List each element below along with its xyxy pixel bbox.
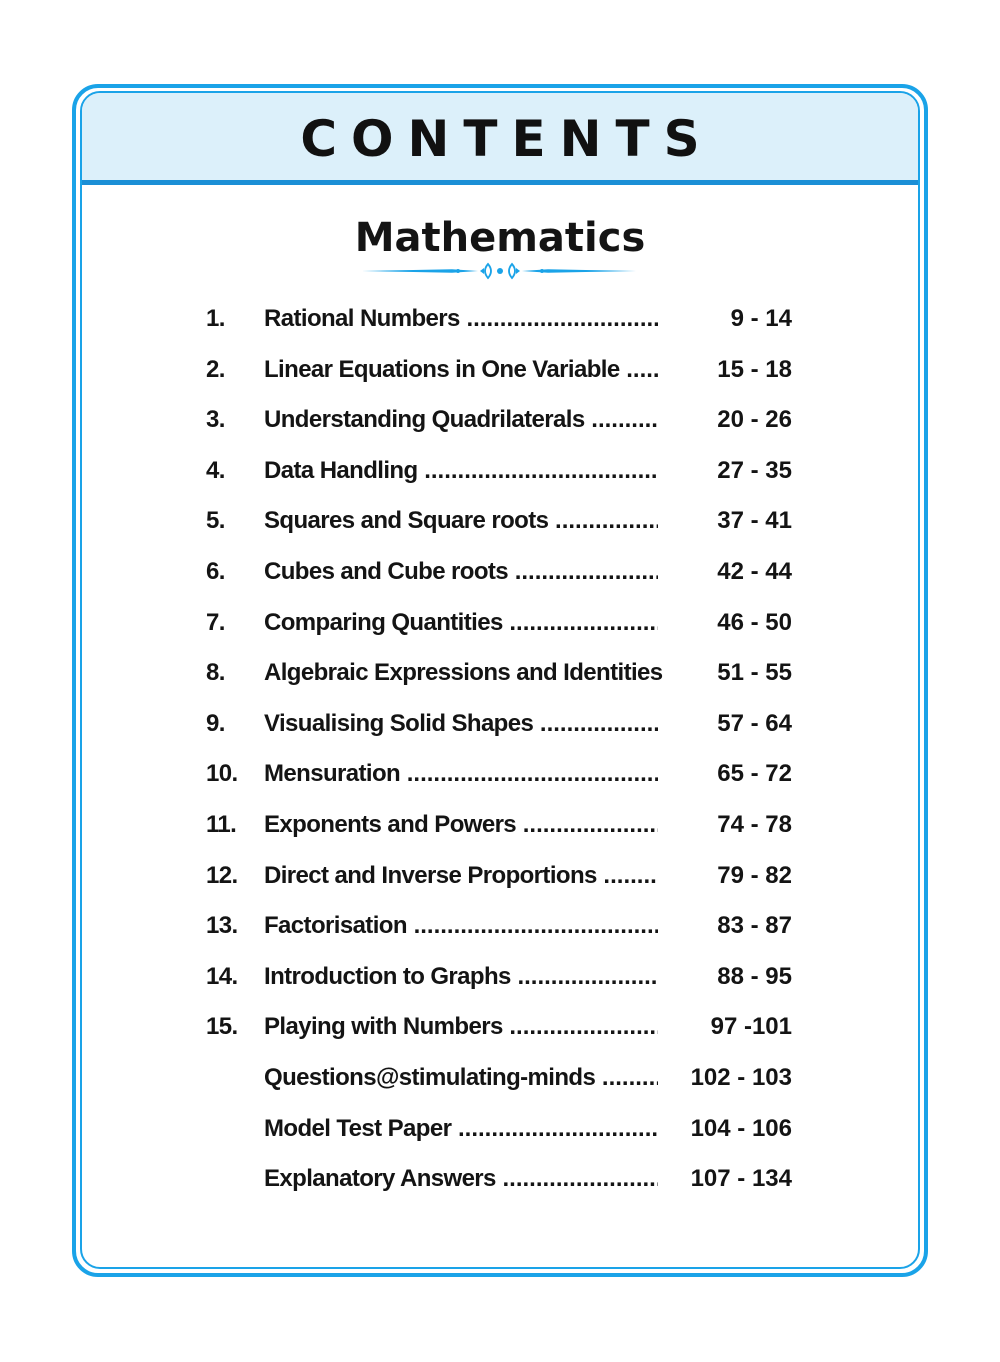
- toc-entry-title: Explanatory Answers .....: [264, 1157, 658, 1201]
- toc-entry-4[interactable]: [206, 449, 806, 500]
- toc-entry-title: Exponents and Powers .....: [264, 803, 658, 847]
- toc-entry-pages: 102 - 103: [690, 1063, 792, 1091]
- toc-entry-title: Cubes and Cube roots .....: [264, 550, 658, 594]
- toc-entry-title: Questions@stimulating-minds .....: [264, 1056, 658, 1100]
- toc-entry-title: Data Handling .....: [264, 449, 658, 493]
- toc-entry-number: 2.: [206, 355, 225, 383]
- toc-entry-12[interactable]: [206, 854, 806, 905]
- toc-entry-pages: 88 - 95: [717, 962, 792, 990]
- toc-entry-3[interactable]: [206, 398, 806, 449]
- toc-entry-questions[interactable]: [206, 1056, 806, 1107]
- toc-entry-pages: 107 - 134: [690, 1165, 792, 1193]
- toc-entry-pages: 27 - 35: [717, 456, 792, 484]
- toc-entry-number: 4.: [206, 456, 225, 484]
- toc-entry-pages: 37 - 41: [717, 507, 792, 535]
- toc-entry-pages: 57 - 64: [717, 709, 792, 737]
- toc-entry-pages: 104 - 106: [690, 1114, 792, 1142]
- toc-entry-answers[interactable]: [206, 1157, 806, 1208]
- toc-entry-pages: 83 - 87: [717, 912, 792, 940]
- toc-entry-pages: 9 - 14: [730, 305, 792, 332]
- toc-entry-15[interactable]: [206, 1005, 806, 1056]
- toc-entry-title: Comparing Quantities .....: [264, 601, 658, 645]
- toc-entry-title: Linear Equations in One Variable .....: [264, 348, 658, 392]
- toc-entry-1[interactable]: [206, 297, 806, 348]
- toc-entry-number: 5.: [206, 507, 225, 535]
- toc-entry-number: 1.: [206, 305, 225, 332]
- toc-entry-pages: 79 - 82: [717, 861, 792, 889]
- toc-entry-number: 10.: [206, 760, 238, 788]
- toc-entry-number: 9.: [206, 709, 225, 737]
- toc-entry-title: Squares and Square roots .....: [264, 499, 658, 543]
- toc-entry-number: 11.: [206, 810, 237, 838]
- toc-entry-pages: 74 - 78: [717, 810, 792, 838]
- toc-entry-title: Direct and Inverse Proportions .....: [264, 854, 658, 898]
- toc-entry-title: Algebraic Expressions and Identities: [264, 659, 663, 687]
- toc-entry-title: Visualising Solid Shapes .....: [264, 702, 658, 746]
- table-of-contents: [206, 297, 806, 1208]
- toc-entry-8[interactable]: [206, 651, 806, 702]
- subject-title: Mathematics: [354, 215, 646, 261]
- toc-entry-title: Model Test Paper .....: [264, 1107, 658, 1151]
- toc-entry-title: Understanding Quadrilaterals .....: [264, 398, 658, 442]
- ornament-divider-icon: [360, 260, 640, 282]
- toc-entry-title: Introduction to Graphs .....: [264, 955, 658, 999]
- toc-entry-pages: 20 - 26: [717, 406, 792, 434]
- toc-entry-number: 3.: [206, 406, 225, 434]
- toc-entry-number: 7.: [206, 608, 225, 636]
- toc-entry-number: 12.: [206, 861, 238, 889]
- toc-entry-13[interactable]: [206, 904, 806, 955]
- toc-entry-14[interactable]: [206, 955, 806, 1006]
- toc-entry-title: Playing with Numbers .....: [264, 1005, 658, 1049]
- toc-entry-title: Factorisation .....: [264, 904, 658, 948]
- toc-entry-number: 15.: [206, 1013, 238, 1041]
- toc-entry-model-test[interactable]: [206, 1107, 806, 1158]
- toc-entry-title: Rational Numbers .....: [264, 297, 658, 341]
- toc-entry-2[interactable]: [206, 348, 806, 399]
- page-title: CONTENTS: [300, 110, 714, 168]
- toc-entry-9[interactable]: [206, 702, 806, 753]
- toc-entry-pages: 51 - 55: [717, 659, 792, 687]
- toc-entry-title: Mensuration .....: [264, 752, 658, 796]
- toc-entry-10[interactable]: [206, 752, 806, 803]
- toc-entry-number: 6.: [206, 557, 225, 585]
- toc-entry-pages: 65 - 72: [717, 760, 792, 788]
- toc-entry-number: 8.: [206, 659, 225, 687]
- toc-entry-number: 13.: [206, 912, 238, 940]
- toc-entry-5[interactable]: [206, 499, 806, 550]
- toc-entry-6[interactable]: [206, 550, 806, 601]
- toc-entry-pages: 46 - 50: [717, 608, 792, 636]
- toc-entry-pages: 42 - 44: [717, 557, 792, 585]
- header-band: [82, 93, 918, 185]
- toc-entry-7[interactable]: [206, 601, 806, 652]
- toc-entry-pages: 15 - 18: [717, 355, 792, 383]
- toc-entry-11[interactable]: [206, 803, 806, 854]
- toc-entry-number: 14.: [206, 962, 238, 990]
- toc-entry-pages: 97 -101: [710, 1013, 792, 1041]
